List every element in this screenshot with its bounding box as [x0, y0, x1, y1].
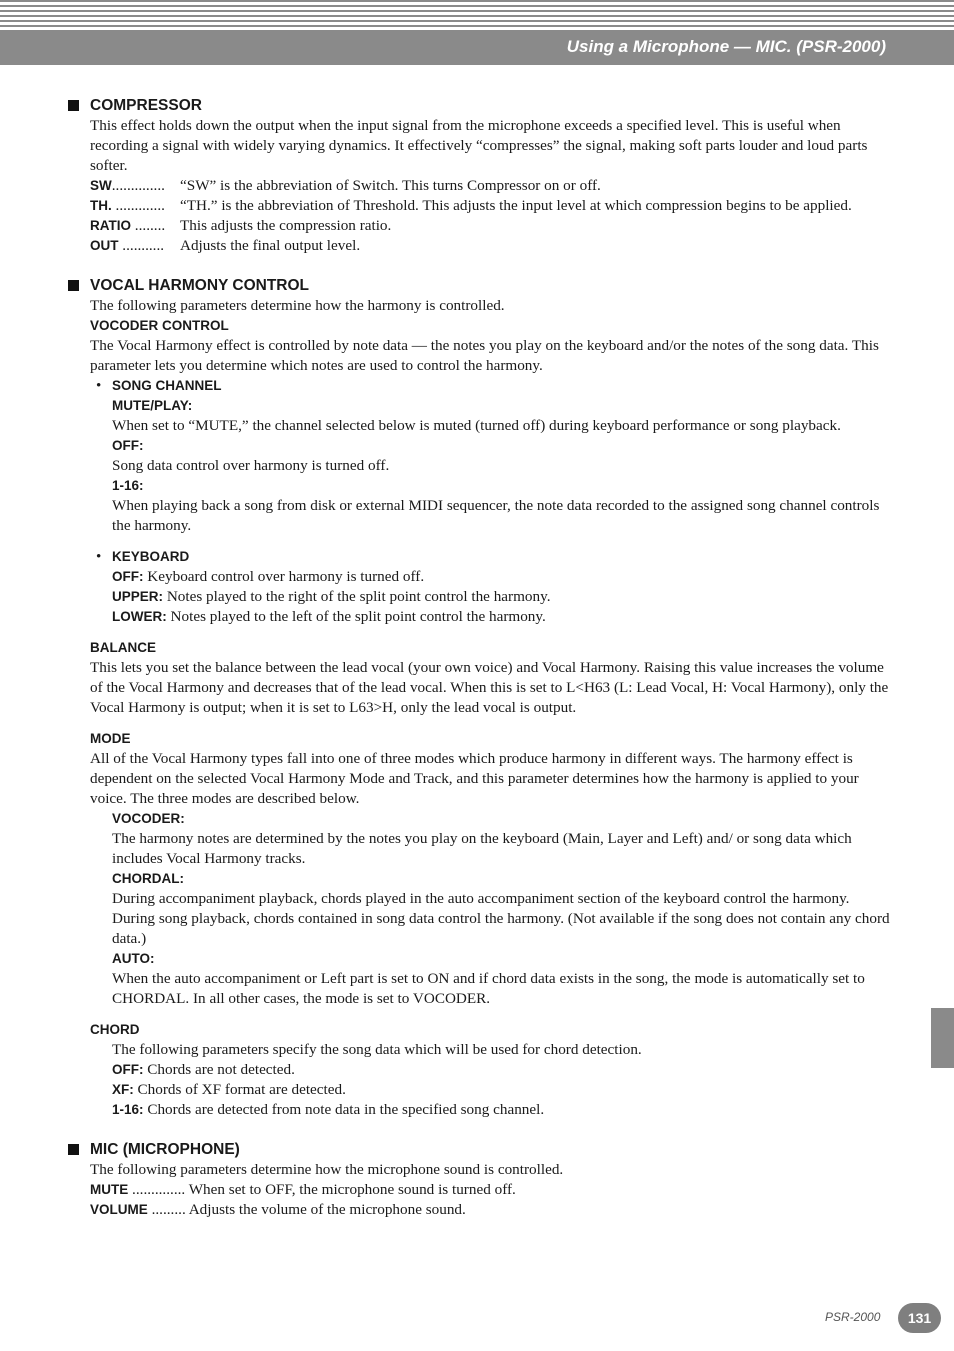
param-row: TH. ............. “TH.” is the abbreviation of Threshold. This adjusts the input level at which compression begins to be applied. — [90, 197, 852, 214]
square-bullet-icon — [68, 280, 79, 291]
song-off-text: Song data control over harmony is turned off. — [112, 457, 390, 474]
chapter-side-tab — [931, 1008, 954, 1068]
keyboard-lower-row: LOWER: Notes played to the left of the split point control the harmony. — [112, 608, 546, 625]
mic-mute-row: MUTE .............. When set to OFF, the microphone sound is turned off. — [90, 1181, 516, 1198]
chord-off-row: OFF: Chords are not detected. — [112, 1061, 295, 1078]
mic-intro: The following parameters determine how the microphone sound is controlled. — [90, 1161, 564, 1178]
bullet-dot-icon: • — [96, 548, 102, 565]
chord-title: CHORD — [90, 1022, 140, 1037]
page-body — [90, 96, 890, 1220]
param-row: SW.............. “SW” is the abbreviation of Switch. This turns Compressor on or off. — [90, 177, 601, 194]
compressor-intro: This effect holds down the output when the input signal from the microphone exceeds a specified level. This is useful when recording a signal with widely varying dynamics. It effectively “compresses” the signal, making soft parts louder and loud parts softer. — [90, 117, 868, 174]
mode-title: MODE — [90, 731, 131, 746]
vocoder-control-text: The Vocal Harmony effect is controlled by note data — the notes you play on the keyboard and/or the notes of the song data. This parameter lets you determine which notes are used to control the harmony. — [90, 337, 879, 374]
vocal-intro: The following parameters determine how the harmony is controlled. — [90, 297, 505, 314]
song-off-label: OFF: — [112, 438, 144, 453]
page-number-badge: 131 — [898, 1303, 941, 1333]
chord-xf-row: XF: Chords of XF format are detected. — [112, 1081, 346, 1098]
vocal-harmony-heading: VOCAL HARMONY CONTROL — [90, 276, 890, 296]
bullet-dot-icon: • — [96, 377, 102, 394]
balance-text: This lets you set the balance between the lead vocal (your own voice) and Vocal Harmony. Raising this value increases the volume of the Vocal Harmony and decreases that of the lead vocal. When this is set to L<H63 (L: Lead Vocal, H: Vocal Harmony), only the Vocal Harmony is output; when it is set to L63>H, only the lead vocal is output. — [90, 659, 889, 716]
mute-play-text: When set to “MUTE,” the channel selected below is muted (turned off) during keyboard performance or song playback. — [112, 417, 841, 434]
song-channel-item: • SONG CHANNEL — [96, 377, 222, 394]
vocoder-control-title: VOCODER CONTROL — [90, 318, 229, 333]
param-row: RATIO ........ This adjusts the compression ratio. — [90, 217, 392, 234]
mode-auto-text: When the auto accompaniment or Left part is set to ON and if chord data exists in the song, the mode is automatically set to CHORDAL. In all other cases, the mode is set to VOCODER. — [112, 970, 865, 1007]
mic-volume-row: VOLUME ......... Adjusts the volume of the microphone sound. — [90, 1201, 466, 1218]
mode-chordal-text: During accompaniment playback, chords played in the auto accompaniment section of the keyboard control the harmony. During song playback, chords contained in song data control the harmony. (Not available if the song does not contain any chord data.) — [112, 890, 890, 947]
mode-text: All of the Vocal Harmony types fall into one of three modes which produce harmony in different ways. The harmony effect is dependent on the selected Vocal Harmony Mode and Track, and this parameter determines how the harmony is applied to your voice. The three modes are described below. — [90, 750, 859, 807]
chord-channel-row: 1-16: Chords are detected from note data in the specified song channel. — [112, 1101, 545, 1118]
compressor-heading: COMPRESSOR — [90, 96, 890, 116]
header-rule-lines — [0, 0, 954, 32]
song-channel-range-label: 1-16: — [112, 478, 144, 493]
square-bullet-icon — [68, 1144, 79, 1155]
square-bullet-icon — [68, 100, 79, 111]
mode-auto-label: AUTO: — [112, 951, 155, 966]
param-row: OUT ........... Adjusts the final output level. — [90, 237, 361, 254]
balance-title: BALANCE — [90, 640, 156, 655]
footer-model: PSR-2000 — [825, 1310, 881, 1324]
mode-vocoder-text: The harmony notes are determined by the notes you play on the keyboard (Main, Layer and Left) and/ or song data which includes Vocal Harmony tracks. — [112, 830, 852, 867]
keyboard-upper-row: UPPER: Notes played to the right of the split point control the harmony. — [112, 588, 551, 605]
keyboard-item: • KEYBOARD — [96, 548, 190, 565]
keyboard-off-row: OFF: Keyboard control over harmony is turned off. — [112, 568, 425, 585]
page-header-title: Using a Microphone — MIC. (PSR-2000) — [566, 37, 886, 56]
mode-chordal-label: CHORDAL: — [112, 871, 184, 886]
mic-heading: MIC (MICROPHONE) — [90, 1140, 890, 1160]
mute-play-label: MUTE/PLAY: — [112, 398, 193, 413]
mode-vocoder-label: VOCODER: — [112, 811, 185, 826]
chord-text: The following parameters specify the song data which will be used for chord detection. — [112, 1041, 642, 1058]
song-channel-range-text: When playing back a song from disk or external MIDI sequencer, the note data recorded to the assigned song channel controls the harmony. — [112, 497, 880, 534]
